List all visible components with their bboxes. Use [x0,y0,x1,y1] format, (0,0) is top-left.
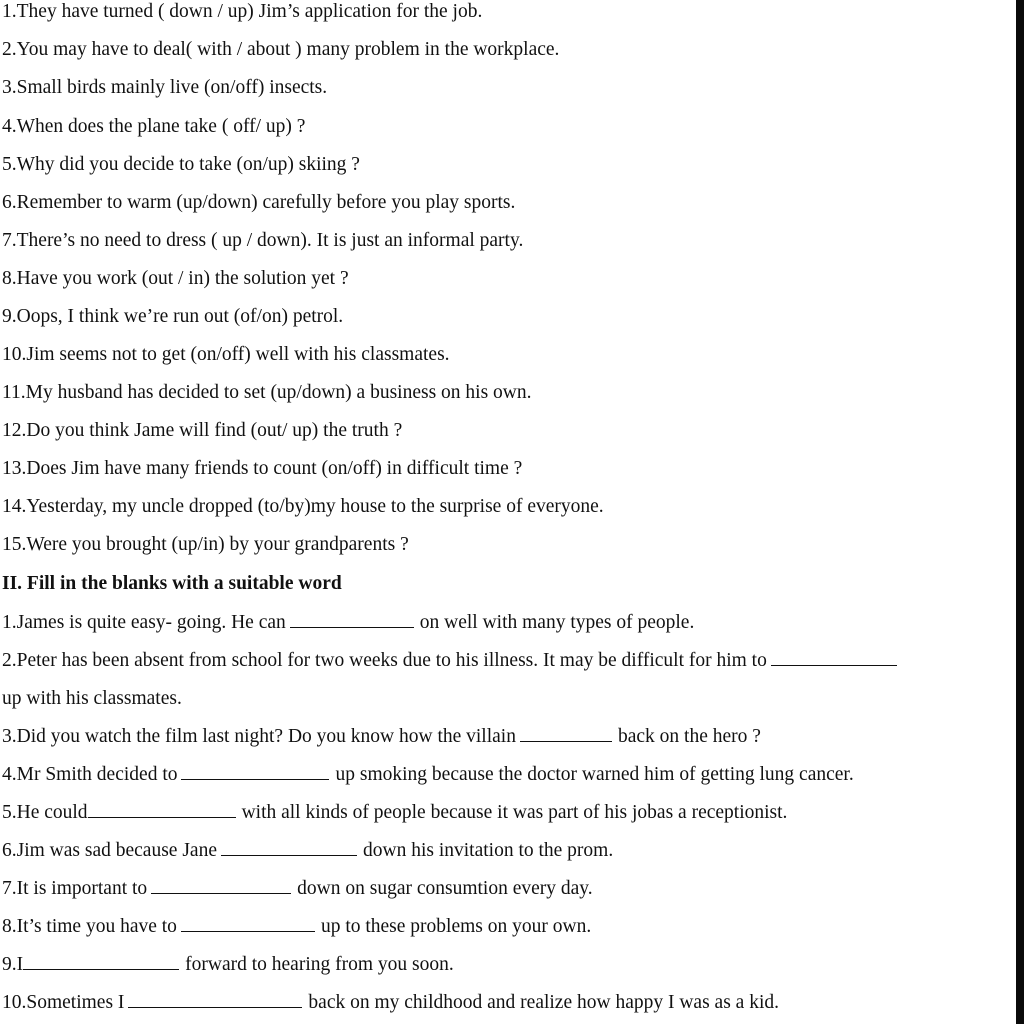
fill-item-3 [2,725,761,749]
page-edge-border [1016,0,1024,1024]
answer-blank[interactable] [23,953,179,970]
fill-item-1 [2,611,694,635]
fill-item-5 [2,801,787,825]
exercise-item-15: 15.Were you brought (up/in) by your grandparents ? [2,534,409,555]
answer-blank[interactable] [88,801,236,818]
fill-item-text-before: 9.I [2,954,24,975]
answer-blank[interactable] [181,763,329,780]
section-heading: II. Fill in the blanks with a suitable word [2,573,342,594]
exercise-item-3: 3.Small birds mainly live (on/off) insects. [2,77,328,98]
fill-item-text-after: forward to hearing from you soon. [185,954,454,975]
exercise-item-6: 6.Remember to warm (up/down) carefully before you play sports. [2,192,516,213]
fill-item-9 [2,953,454,977]
fill-item-text-after: with all kinds of people because it was part of his jobas a receptionist. [241,802,788,823]
fill-item-text-before: 1.James is quite easy- going. He can [2,612,286,633]
exercise-item-11: 11.My husband has decided to set (up/down) a business on his own. [2,382,532,403]
answer-blank[interactable] [151,877,291,894]
fill-item-text-before: 7.It is important to [2,878,148,899]
fill-item-8 [2,915,591,939]
exercise-item-7: 7.There’s no need to dress ( up / down). It is just an informal party. [2,230,524,251]
exercise-item-14: 14.Yesterday, my uncle dropped (to/by)my house to the surprise of everyone. [2,496,604,517]
answer-blank[interactable] [290,611,414,628]
answer-blank[interactable] [221,839,357,856]
exercise-item-9: 9.Oops, I think we’re run out (of/on) petrol. [2,306,344,327]
fill-item-4 [2,763,854,787]
fill-item-text-after: back on the hero ? [617,726,761,747]
fill-item-text-before: 5.He could [2,802,88,823]
exercise-item-4: 4.When does the plane take ( off/ up) ? [2,116,306,137]
answer-blank[interactable] [128,991,302,1008]
fill-item-text-after: down on sugar consumtion every day. [297,878,593,899]
fill-item-text-after: down his invitation to the prom. [362,840,614,861]
exercise-item-1: 1.They have turned ( down / up) Jim’s application for the job. [2,1,483,22]
fill-item-7 [2,877,593,901]
exercise-item-12: 12.Do you think Jame will find (out/ up) the truth ? [2,420,403,441]
fill-item-text-before: 6.Jim was sad because Jane [2,840,217,861]
fill-item-text-before: 4.Mr Smith decided to [2,764,178,785]
fill-item-6 [2,839,613,863]
fill-item-2-continuation: up with his classmates. [2,688,182,709]
answer-blank[interactable] [520,725,612,742]
answer-blank[interactable] [181,915,315,932]
fill-item-text-after: up smoking because the doctor warned him of getting lung cancer. [335,764,854,785]
fill-item-text-after: back on my childhood and realize how happy I was as a kid. [308,992,779,1013]
fill-item-text-before: 3.Did you watch the film last night? Do you know how the villain [2,726,516,747]
fill-item-text-after: up to these problems on your own. [320,916,592,937]
fill-item-text-before: 2.Peter has been absent from school for two weeks due to his illness. It may be difficult for him to [2,650,767,671]
fill-item-2 [2,649,903,673]
exercise-item-8: 8.Have you work (out / in) the solution yet ? [2,268,349,289]
answer-blank[interactable] [771,649,897,666]
exercise-item-5: 5.Why did you decide to take (on/up) skiing ? [2,154,360,175]
fill-item-text-before: 10.Sometimes I [2,992,125,1013]
fill-item-text-after: on well with many types of people. [419,612,695,633]
exercise-item-10: 10.Jim seems not to get (on/off) well with his classmates. [2,344,450,365]
fill-item-text-before: 8.It’s time you have to [2,916,177,937]
exercise-item-2: 2.You may have to deal( with / about ) many problem in the workplace. [2,39,560,60]
exercise-item-13: 13.Does Jim have many friends to count (on/off) in difficult time ? [2,458,523,479]
fill-item-10 [2,991,779,1015]
